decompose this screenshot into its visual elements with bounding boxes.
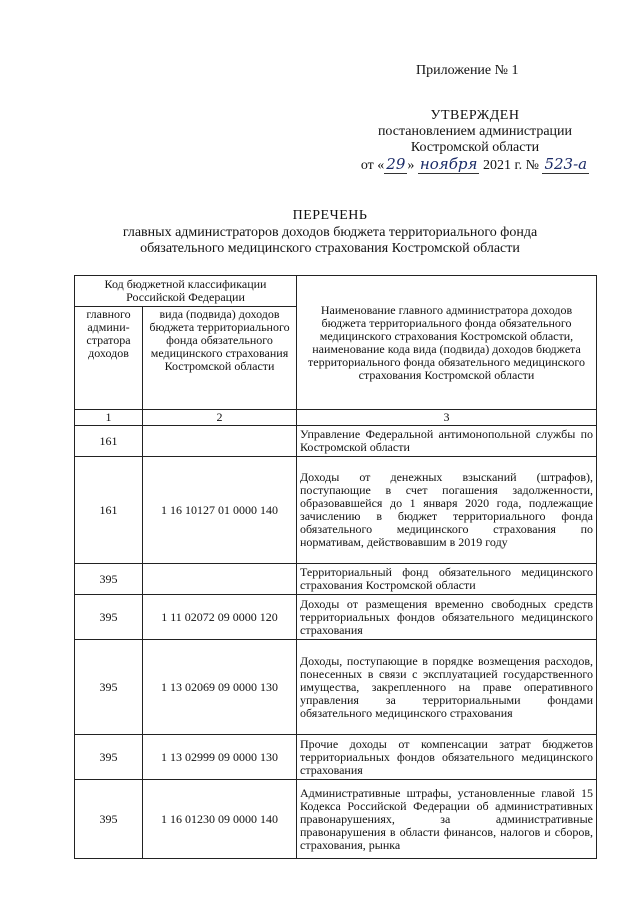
- title-line-2: главных администраторов доходов бюджета территориального фонда: [122, 225, 538, 240]
- date-day-handwritten: 29: [386, 155, 406, 173]
- approved-heading: УТВЕРЖДЕН: [430, 108, 520, 123]
- column-number: 2: [143, 410, 297, 426]
- table-row: [75, 640, 597, 735]
- column-number: 1: [75, 410, 143, 426]
- document-number-handwritten: 523-а: [544, 155, 588, 173]
- income-name: Прочие доходы от компенсации затрат бюджетов территориальных фондов обязательного медицинского страхования: [297, 735, 597, 780]
- income-name: Доходы от размещения временно свободных средств территориальных фондов обязательного медицинского страхования: [297, 595, 597, 640]
- approval-date: [360, 156, 590, 174]
- table-row: [75, 564, 597, 595]
- admin-code: 395: [75, 735, 143, 780]
- document-title: [60, 208, 600, 257]
- table-row: [75, 426, 597, 457]
- administrators-table: [74, 275, 597, 859]
- income-code: 1 13 02069 09 0000 130: [143, 640, 297, 735]
- table-number-row: [75, 410, 597, 426]
- admin-code: 161: [75, 426, 143, 457]
- approved-by: постановлением администрации: [377, 124, 573, 139]
- approval-block: [360, 108, 590, 174]
- income-name: Доходы от денежных взысканий (штрафов), поступающие в счет погашения задолженности, образовавшейся до 1 января 2020 года, подлежащие зачислению в бюджет территориального фонда обязательного медицинского страхования по нормативам, действовавшим в 2019 году: [297, 457, 597, 564]
- income-code: [143, 426, 297, 457]
- admin-code: 161: [75, 457, 143, 564]
- table-row: [75, 735, 597, 780]
- header-kbk: Код бюджетной классификации Российской Федерации: [75, 276, 297, 307]
- table-header-row: [75, 276, 597, 307]
- table-row: [75, 595, 597, 640]
- header-code: вида (подвида) доходов бюджета территориального фонда обязательного медицинского страхования Костромской области: [143, 307, 297, 410]
- income-code: 1 11 02072 09 0000 120: [143, 595, 297, 640]
- income-name: Административные штрафы, установленные главой 15 Кодекса Российской Федерации об административных правонарушениях, за административные правонарушения в области финансов, налогов и сборов, страхования, рынка: [297, 780, 597, 859]
- admin-code: 395: [75, 595, 143, 640]
- appendix-label: Приложение № 1: [416, 63, 519, 78]
- income-code: [143, 564, 297, 595]
- title-line-3: обязательного медицинского страхования Костромской области: [140, 241, 520, 256]
- approved-region: Костромской области: [410, 140, 540, 155]
- date-prefix: от «: [360, 158, 385, 173]
- column-number: 3: [297, 410, 597, 426]
- date-month-handwritten: ноября: [419, 155, 478, 173]
- date-mid: »: [407, 158, 415, 173]
- title-line-1: ПЕРЕЧЕНЬ: [292, 208, 368, 223]
- income-code: 1 13 02999 09 0000 130: [143, 735, 297, 780]
- table-row: [75, 457, 597, 564]
- admin-code: 395: [75, 564, 143, 595]
- admin-code: 395: [75, 640, 143, 735]
- table-row: [75, 780, 597, 859]
- income-name: Доходы, поступающие в порядке возмещения расходов, понесенных в связи с эксплуатацией государственного имущества, закрепленного на праве оперативного управления за территориальными фондами обязательного медицинского страхования: [297, 640, 597, 735]
- admin-code: 395: [75, 780, 143, 859]
- income-code: 1 16 01230 09 0000 140: [143, 780, 297, 859]
- date-year: 2021 г. №: [482, 158, 539, 173]
- income-code: 1 16 10127 01 0000 140: [143, 457, 297, 564]
- header-name: Наименование главного администратора доходов бюджета территориального фонда обязательного медицинского страхования Костромской области, наименование кода вида (подвида) доходов бюджета территориального фонда обязательного медицинского страхования Костромской области: [297, 276, 597, 410]
- header-admin: главного админи-стратора доходов: [75, 307, 143, 410]
- income-name: Территориальный фонд обязательного медицинского страхования Костромской области: [297, 564, 597, 595]
- income-name: Управление Федеральной антимонопольной службы по Костромской области: [297, 426, 597, 457]
